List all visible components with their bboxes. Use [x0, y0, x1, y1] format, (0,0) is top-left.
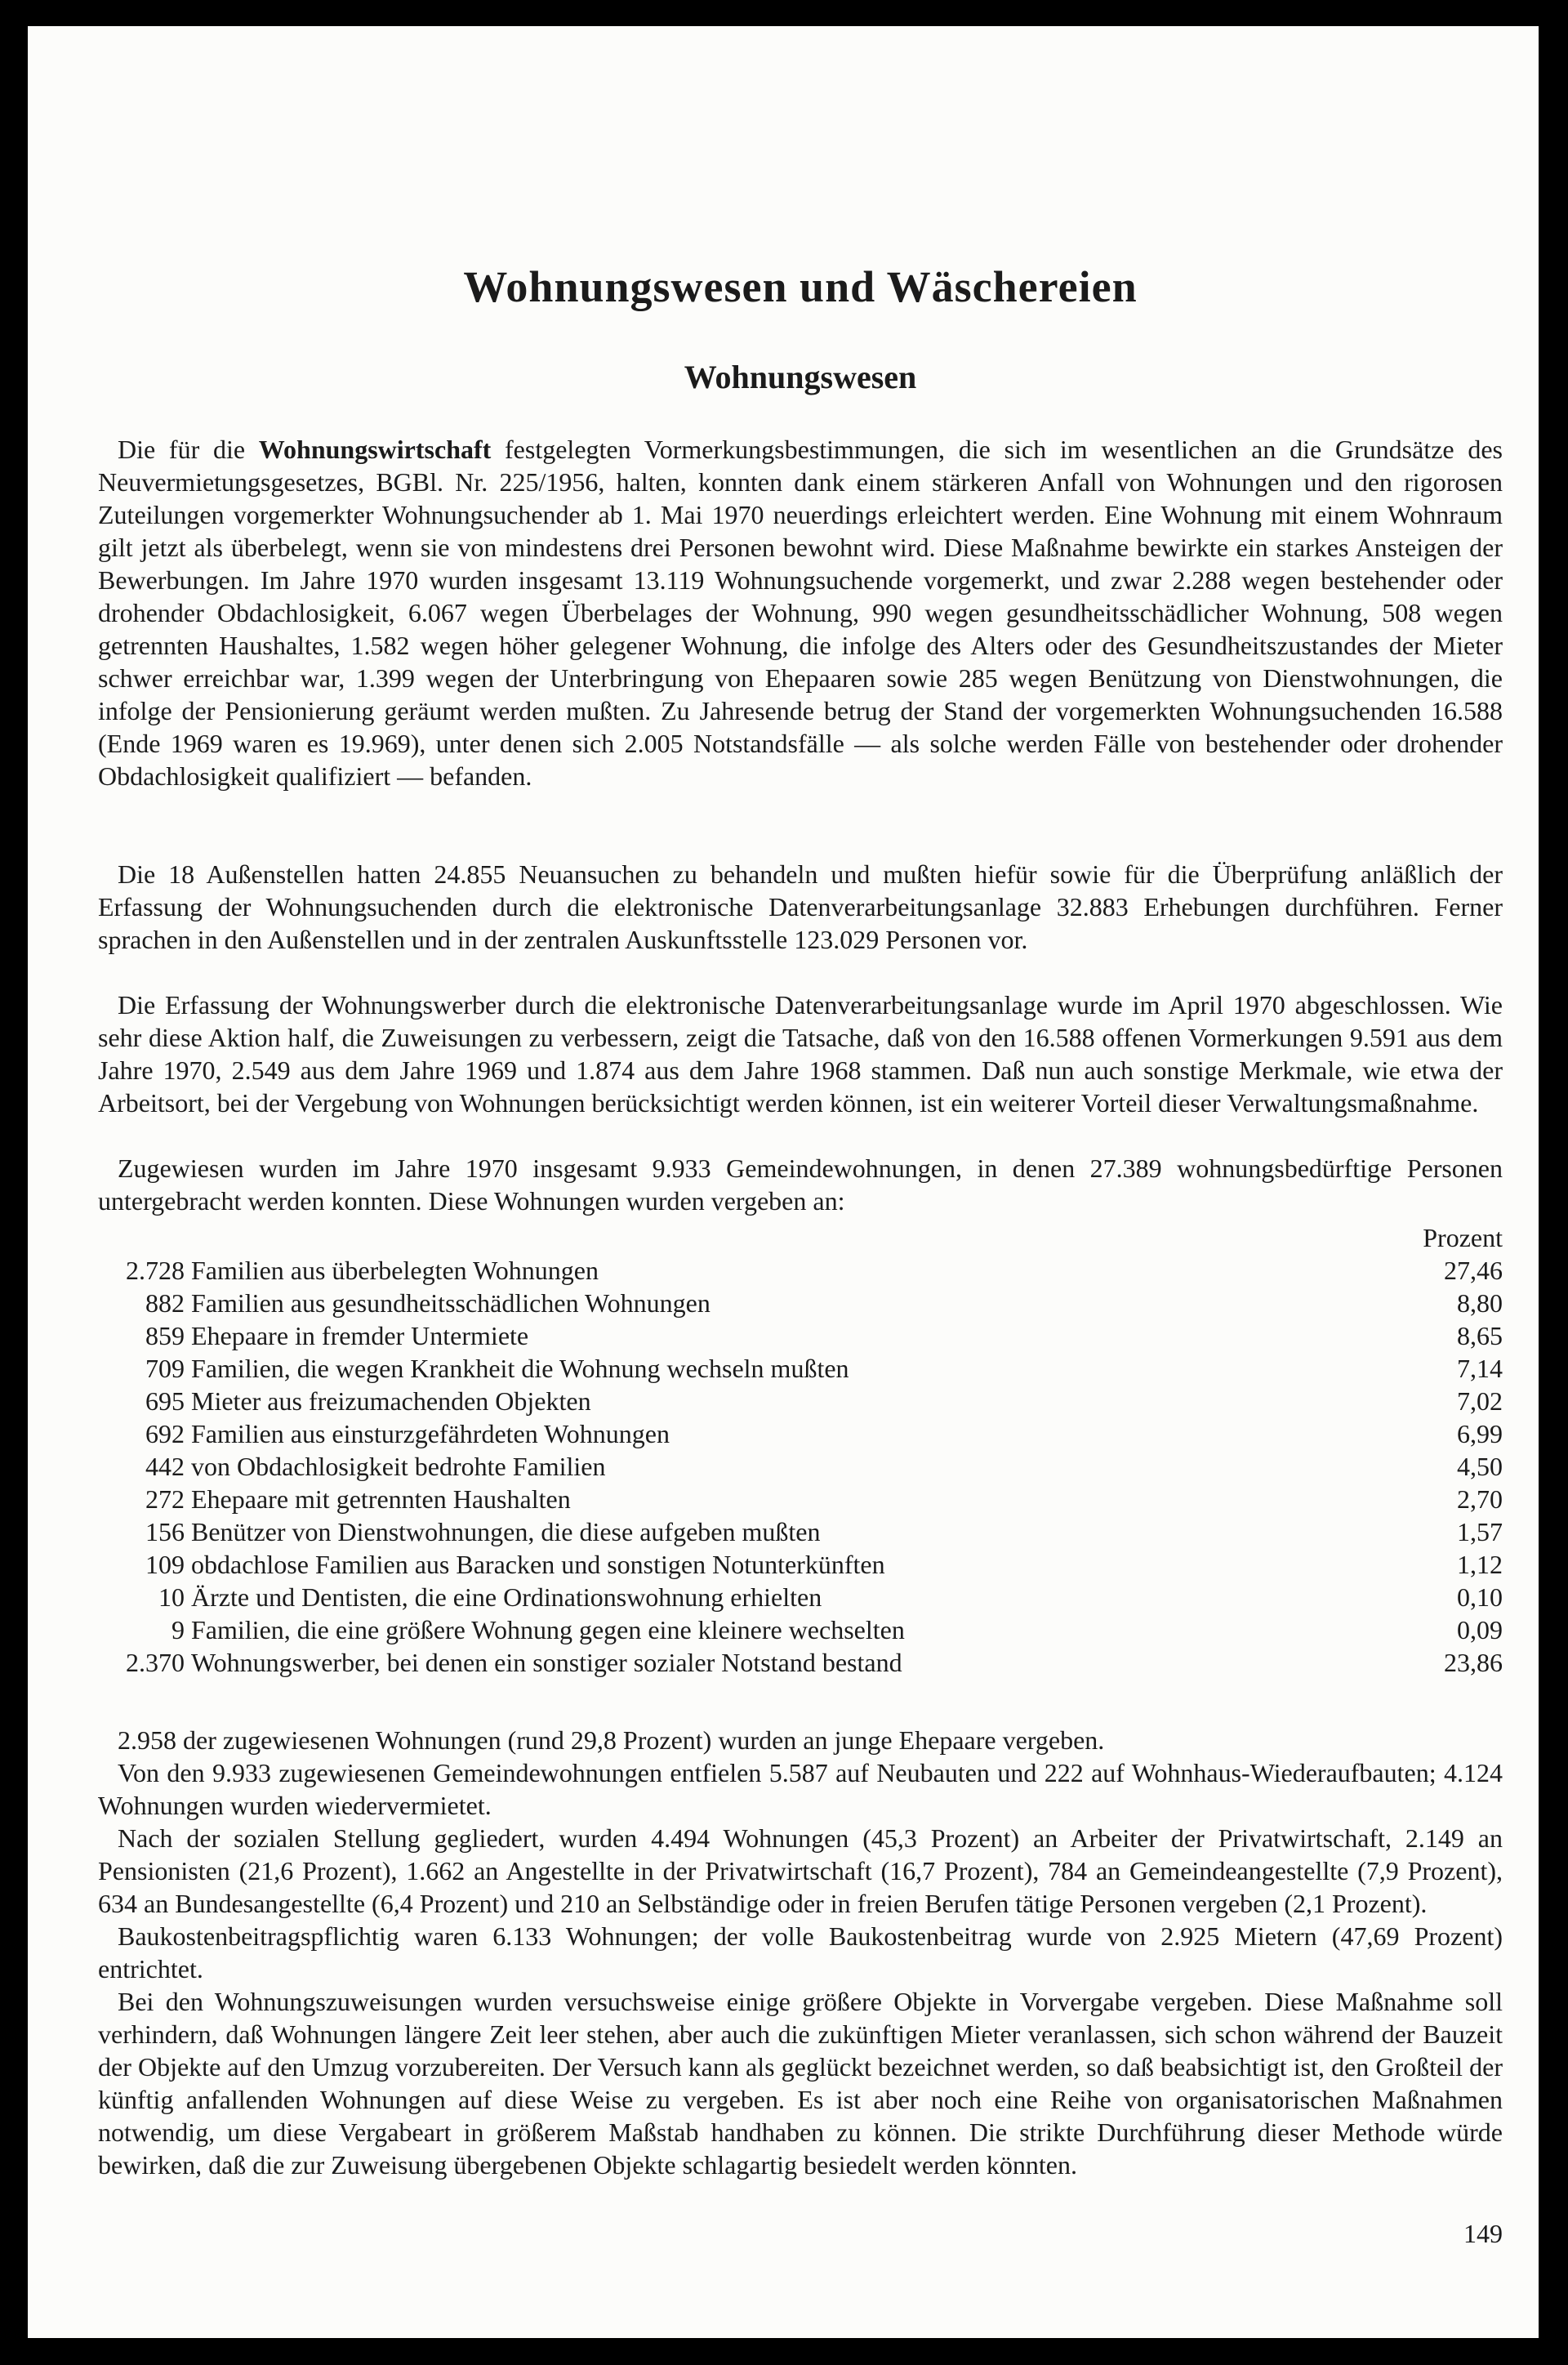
table-row [98, 1515, 1503, 1548]
table-row-label: Ärzte und Dentisten, die eine Ordinationswohnung erhielten [191, 1582, 822, 1612]
table-row-count: 2.728 [126, 1256, 185, 1285]
table-row-count: 156 [145, 1517, 185, 1546]
table-row-count: 442 [145, 1452, 185, 1481]
table-row-count: 2.370 [126, 1648, 185, 1677]
paragraph-vorvergabe: Bei den Wohnungszuweisungen wurden versuchsweise einige größere Objekte in Vorvergabe vergeben. Diese Maßnahme soll verhindern, daß Wohnungen längere Zeit leer stehen, aber auch die zukünftigen Mieter veranlassen, sich schon während der Bauzeit der Objekte auf den Umzug vorzubereiten. Der Versuch kann als geglückt bezeichnet werden, so daß beabsichtigt ist, den Großteil der künftig anfallenden Wohnungen auf diese Weise zu vergeben. Es ist aber noch eine Reihe von organisatorischen Maßnahmen notwendig, um diese Vergabeart in größerem Maßstab handhaben zu können. Die strikte Durchführung dieser Methode würde bewirken, daß die zur Zuweisung übergebenen Objekte schlagartig besiedelt werden könnten. [98, 1987, 1503, 2180]
table-row-label: Familien, die eine größere Wohnung gegen eine kleinere wechselten [191, 1615, 905, 1644]
table-row-count: 10 [158, 1582, 185, 1612]
table-row-label: Ehepaare mit getrennten Haushalten [191, 1484, 571, 1514]
table-row [98, 1613, 1503, 1646]
table-header-percent: Prozent [1423, 1223, 1503, 1252]
table-row [98, 1287, 1503, 1319]
table-row [98, 1352, 1503, 1385]
table-row-percent: 27,46 [1444, 1256, 1503, 1285]
table-row-label: Familien, die wegen Krankheit die Wohnung wechseln mußten [191, 1354, 849, 1383]
table-row-label: obdachlose Familien aus Baracken und sonstigen Notunterkünften [191, 1550, 885, 1579]
table-row-count: 9 [172, 1615, 185, 1644]
table-row-percent: 8,65 [1457, 1321, 1503, 1350]
table-row-label: Wohnungswerber, bei denen ein sonstiger sozialer Notstand bestand [191, 1648, 902, 1677]
table-row-label: Familien aus einsturzgefährdeten Wohnungen [191, 1419, 670, 1448]
table-row-percent: 6,99 [1457, 1419, 1503, 1448]
table-row-label: Familien aus überbelegten Wohnungen [191, 1256, 599, 1285]
table-row [98, 1385, 1503, 1417]
table-row-count: 109 [145, 1550, 185, 1579]
page-number: 149 [1463, 2219, 1503, 2248]
table-row-label: Mieter aus freizumachenden Objekten [191, 1386, 591, 1416]
table-row-percent: 1,57 [1457, 1517, 1503, 1546]
paragraph-ehepaare: 2.958 der zugewiesenen Wohnungen (rund 29,8 Prozent) wurden an junge Ehepaare vergeben. [118, 1725, 1105, 1755]
table-row-percent: 2,70 [1457, 1484, 1503, 1514]
paragraph-intro-post: festgelegten Vormerkungsbestimmungen, die sich im wesentlichen an die Grundsätze des Neuvermietungsgesetzes, BGBl. Nr. 225/1956, halten, konnten dank einem stärkeren Anfall von Wohnungen und den rigorosen Zuteilungen vorgemerkter Wohnungsuchender ab 1. Mai 1970 neuerdings erleichtert werden. Eine Wohnung mit einem Wohnraum gilt jetzt als überbelegt, wenn sie von mindestens drei Personen bewohnt wird. Diese Maßnahme bewirkte ein starkes Ansteigen der Bewerbungen. Im Jahre 1970 wurden insgesamt 13.119 Wohnungsuchende vorgemerkt, und zwar 2.288 wegen bestehender oder drohender Obdachlosigkeit, 6.067 wegen Überbelages der Wohnung, 990 wegen gesundheitsschädlicher Wohnung, 508 wegen getrennten Haushaltes, 1.582 wegen höher gelegener Wohnung, die infolge des Alters oder des Gesundheitszustandes der Mieter schwer erreichbar war, 1.399 wegen der Unterbringung von Ehepaaren sowie 285 wegen Benützung von Dienstwohnungen, die infolge der Pensionierung geräumt werden mußten. Zu Jahresende betrug der Stand der vorgemerkten Wohnungsuchenden 16.588 (Ende 1969 waren es 19.969), unter denen sich 2.005 Notstandsfälle — als solche werden Fälle von bestehender oder drohender Obdachlosigkeit qualifiziert — befanden. [98, 435, 1503, 791]
table-row-label: Familien aus gesundheitsschädlichen Wohnungen [191, 1288, 710, 1318]
table-row [98, 1254, 1503, 1287]
table-row-label: Ehepaare in fremder Untermiete [191, 1321, 529, 1350]
table-row-count: 695 [145, 1386, 185, 1416]
page-title: Wohnungswesen und Wäschereien [463, 262, 1138, 311]
table-row-label: Benützer von Dienstwohnungen, die diese aufgeben mußten [191, 1517, 821, 1546]
document-page [28, 26, 1539, 2338]
table-row-count: 882 [145, 1288, 185, 1318]
table-row-percent: 4,50 [1457, 1452, 1503, 1481]
table-row-count: 709 [145, 1354, 185, 1383]
table-row [98, 1548, 1503, 1581]
section-heading: Wohnungswesen [684, 359, 917, 395]
allocation-table [98, 1221, 1503, 1679]
paragraph-erfassung: Die Erfassung der Wohnungswerber durch die elektronische Datenverarbeitungsanlage wurde im April 1970 abgeschlossen. Wie sehr diese Aktion half, die Zuweisungen zu verbessern, zeigt die Tatsache, daß von den 16.588 offenen Vormerkungen 9.591 aus dem Jahre 1970, 2.549 aus dem Jahre 1969 und 1.874 aus dem Jahre 1968 stammen. Daß nun auch sonstige Merkmale, wie etwa der Arbeitsort, bei der Vergebung von Wohnungen berücksichtigt werden können, ist ein weiterer Vorteil dieser Verwaltungsmaßnahme. [98, 990, 1503, 1118]
table-row-percent: 1,12 [1457, 1550, 1503, 1579]
paragraph-intro-pre: Die für die [118, 435, 259, 464]
paragraph-intro-bold: Wohnungswirtschaft [258, 435, 492, 464]
table-row [98, 1417, 1503, 1450]
table-rows [98, 1254, 1503, 1679]
table-row [98, 1646, 1503, 1679]
table-row-percent: 8,80 [1457, 1288, 1503, 1318]
table-row-percent: 0,09 [1457, 1615, 1503, 1644]
table-row-count: 859 [145, 1321, 185, 1350]
table-row-label: von Obdachlosigkeit bedrohte Familien [191, 1452, 606, 1481]
table-row-percent: 7,02 [1457, 1386, 1503, 1416]
table-row-count: 692 [145, 1419, 185, 1448]
table-row-percent: 0,10 [1457, 1582, 1503, 1612]
table-row-percent: 23,86 [1444, 1648, 1503, 1677]
paragraph-soziale-stellung: Nach der sozialen Stellung gegliedert, wurden 4.494 Wohnungen (45,3 Prozent) an Arbeiter der Privatwirtschaft, 2.149 an Pensionisten (21,6 Prozent), 1.662 an Angestellte in der Privatwirtschaft (16,7 Prozent), 784 an Gemeindeangestellte (7,9 Prozent), 634 an Bundesangestellte (6,4 Prozent) und 210 an Selbständige oder in freien Berufen tätige Personen vergeben (2,1 Prozent). [98, 1823, 1503, 1918]
paragraph-aussenstellen: Die 18 Außenstellen hatten 24.855 Neuansuchen zu behandeln und mußten hiefür sowie für die Überprüfung anläßlich der Erfassung der Wohnungsuchenden durch die elektronische Datenverarbeitungsanlage 32.883 Erhebungen durchführen. Ferner sprachen in den Außenstellen und in der zentralen Auskunftsstelle 123.029 Personen vor. [98, 859, 1503, 954]
table-row [98, 1483, 1503, 1515]
table-row [98, 1450, 1503, 1483]
paragraph-neubauten: Von den 9.933 zugewiesenen Gemeindewohnungen entfielen 5.587 auf Neubauten und 222 auf Wohnhaus-Wiederaufbauten; 4.124 Wohnungen wurden wiedervermietet. [98, 1758, 1503, 1820]
paragraph-zugewiesen: Zugewiesen wurden im Jahre 1970 insgesamt 9.933 Gemeindewohnungen, in denen 27.389 wohnungsbedürftige Personen untergebracht werden konnten. Diese Wohnungen wurden vergeben an: [98, 1153, 1503, 1216]
table-row [98, 1581, 1503, 1613]
table-row [98, 1319, 1503, 1352]
table-row-count: 272 [145, 1484, 185, 1514]
table-row-percent: 7,14 [1457, 1354, 1503, 1383]
paragraph-baukosten: Baukostenbeitragspflichtig waren 6.133 Wohnungen; der volle Baukostenbeitrag wurde von 2.925 Mietern (47,69 Prozent) entrichtet. [98, 1921, 1503, 1983]
paragraph-intro [98, 433, 1503, 792]
